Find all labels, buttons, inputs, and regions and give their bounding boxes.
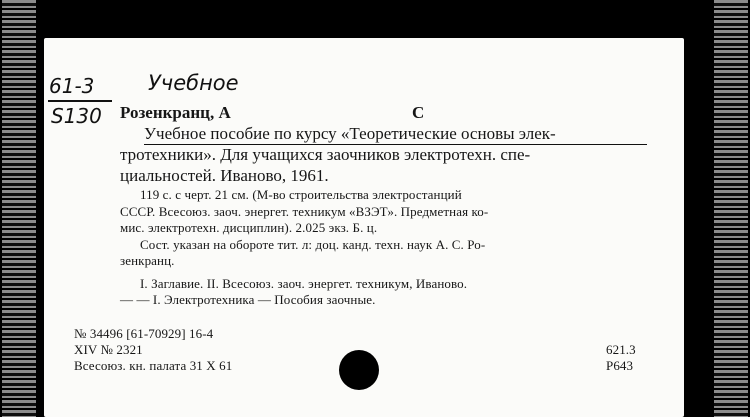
footer-right-line-2: Р643 [606, 358, 634, 373]
tracings-line-1: I. Заглавие. II. Всесоюз. заоч. энергет. техникум, Иваново. [140, 276, 468, 291]
title-line-1: Учебное пособие по курсу «Теоретические основы элек- [144, 124, 556, 143]
physical-line-3: мис. электротехн. дисциплин). 2.025 экз. Б. ц. [120, 220, 378, 235]
footer-left-line-2: XIV № 2321 [74, 342, 143, 357]
footer-left-line-1: № 34496 [61-70929] 16-4 [74, 326, 214, 341]
tracings-line-2: — — I. Электротехника — Пособия заочные. [120, 292, 376, 307]
physical-line-2: СССР. Всесоюз. заоч. энергет. техникум «ВЗЭТ». Предметная ко- [120, 204, 489, 219]
title-line-2: тротехники». Для учащихся заочников электротехн. спе- [120, 145, 531, 164]
author-heading: Розенкранц, А [120, 103, 231, 122]
compiler-line-2: зенкранц. [120, 253, 175, 268]
call-number-top: 61-3 [49, 74, 95, 98]
footer-right-line-1: 621.3 [606, 342, 636, 357]
film-edge-right [688, 0, 750, 417]
section-letter: С [412, 103, 425, 122]
footer-left-line-3: Всесоюз. кн. палата 31 X 61 [74, 358, 233, 373]
compiler-line-1: Сост. указан на обороте тит. л: доц. канд. техн. наук А. С. Ро- [140, 237, 486, 252]
punch-hole [339, 350, 379, 390]
call-number-rule [48, 100, 112, 102]
handwritten-note: Учебное [148, 71, 239, 95]
call-number-bottom: S130 [51, 104, 102, 128]
title-line-3: циальностей. Иваново, 1961. [120, 166, 329, 185]
physical-line-1: 119 с. с черт. 21 см. (М-во строительства электростанций [140, 187, 462, 202]
